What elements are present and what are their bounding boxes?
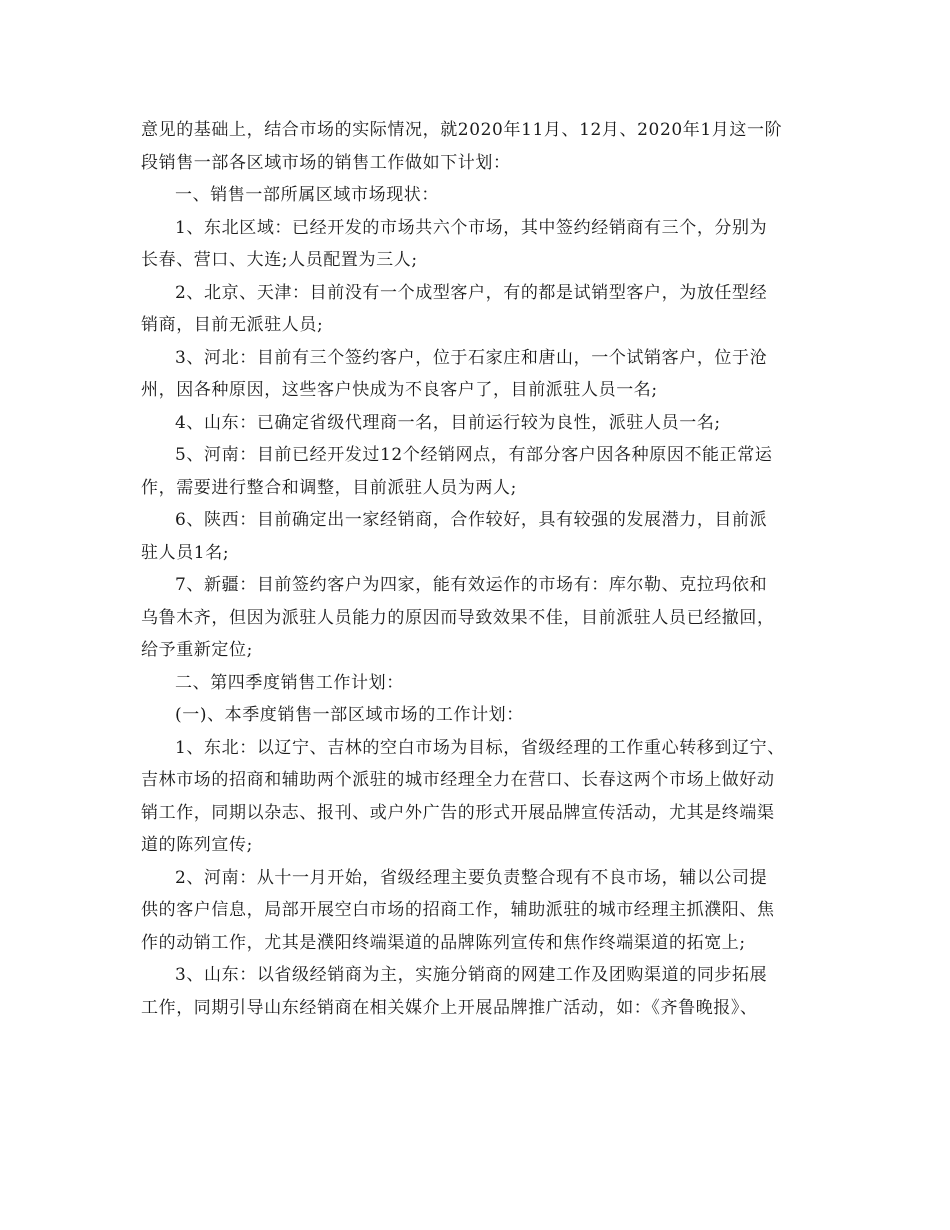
document-body (141, 114, 821, 1024)
text-line: 5、河南：目前已经开发过12个经销网点，有部分客户因各种原因不能正常运 (175, 445, 773, 465)
text-line: 乌鲁木齐，但因为派驻人员能力的原因而导致效果不佳，目前派驻人员已经撤回， (141, 607, 775, 628)
text-line: 长春、营口、大连;人员配置为三人; (141, 250, 418, 270)
text-line: 7、新疆：目前签约客户为四家，能有效运作的市场有：库尔勒、克拉玛依和 (175, 575, 768, 595)
text-line: 作，需要进行整合和调整，目前派驻人员为两人; (141, 477, 517, 498)
text-line: 销商，目前无派驻人员; (141, 315, 324, 335)
text-line: 供的客户信息，局部开展空白市场的招商工作，辅助派驻的城市经理主抓濮阳、焦 (141, 900, 775, 920)
text-line: 1、东北：以辽宁、吉林的空白市场为目标，省级经理的工作重心转移到辽宁、 (175, 737, 785, 758)
text-line: 州，因各种原因，这些客户快成为不良客户了，目前派驻人员一名; (141, 380, 658, 400)
section-heading: 二、第四季度销售工作计划： (175, 672, 404, 693)
text-line: 3、河北：目前有三个签约客户，位于石家庄和唐山，一个试销客户，位于沧 (175, 347, 768, 368)
text-line: 6、陕西：目前确定出一家经销商，合作较好，具有较强的发展潜力，目前派 (175, 510, 768, 530)
text-line: 给予重新定位; (141, 640, 253, 660)
text-line: 销工作，同期以杂志、报刊、或户外广告的形式开展品牌宣传活动，尤其是终端渠 (141, 802, 775, 823)
text-line: 2、北京、天津：目前没有一个成型客户，有的都是试销型客户，为放任型经 (175, 282, 768, 303)
text-line: 道的陈列宣传; (141, 835, 253, 855)
text-line: 工作，同期引导山东经销商在相关媒介上开展品牌推广活动，如：《齐鲁晚报》、 (141, 997, 758, 1018)
text-line: 2、河南：从十一月开始，省级经理主要负责整合现有不良市场，辅以公司提 (175, 867, 768, 888)
text-line: 作的动销工作，尤其是濮阳终端渠道的品牌陈列宣传和焦作终端渠道的拓宽上; (141, 932, 746, 953)
section-heading: 一、销售一部所属区域市场现状： (175, 185, 439, 205)
text-line: 3、山东：以省级经销商为主，实施分销商的网建工作及团购渠道的同步拓展 (175, 965, 768, 985)
text-line: 驻人员1名; (141, 542, 230, 563)
text-line: 段销售一部各区域市场的销售工作做如下计划： (141, 152, 511, 173)
text-line: 4、山东：已确定省级代理商一名，目前运行较为良性，派驻人员一名; (175, 412, 721, 433)
subsection-heading: (一)、本季度销售一部区域市场的工作计划： (175, 705, 524, 725)
text-line: 1、东北区域：已经开发的市场共六个市场，其中签约经销商有三个，分别为 (175, 217, 768, 238)
text-line: 意见的基础上，结合市场的实际情况，就2020年11月、12月、2020年1月这一阶 (141, 120, 783, 140)
text-line: 吉林市场的招商和辅助两个派驻的城市经理全力在营口、长春这两个市场上做好动 (141, 770, 775, 790)
